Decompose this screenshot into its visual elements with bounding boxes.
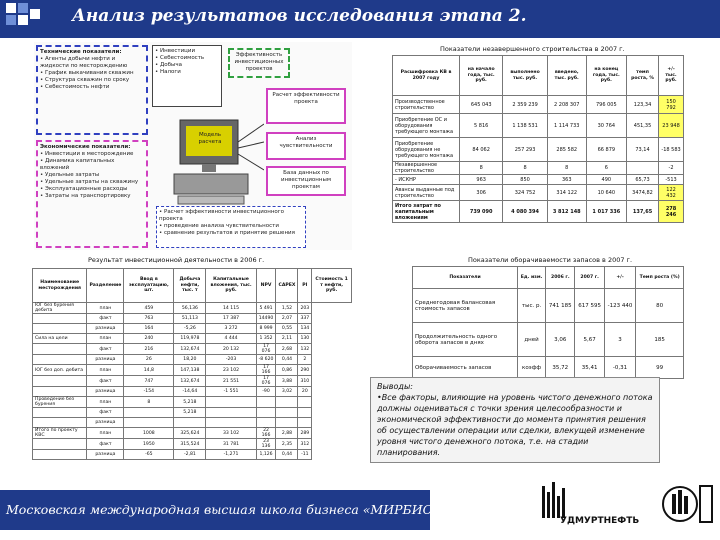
table-cell: план xyxy=(87,303,124,314)
computer-label: Модель расчета xyxy=(198,132,222,145)
th: Капитальные вложения, тыс. руб. xyxy=(206,269,256,303)
table-cell: 51,113 xyxy=(174,314,206,324)
table-cell: 8 999 xyxy=(256,324,276,334)
table-cell: 203 xyxy=(298,303,312,314)
th: CAPEX xyxy=(276,269,298,303)
table-row: Приобретение ОС и оборудования требующего монтажа 5 816 1 138 531 1 114 733 30 764 451,35 23 948 xyxy=(393,114,684,138)
table-row: - ИСКНР 963 850 363 490 65,73 -513 xyxy=(393,175,684,185)
inputs-box xyxy=(152,45,222,107)
table-cell: 21 551 xyxy=(206,376,256,387)
table-left-caption: Результат инвестиционной деятельности в 2006 г. xyxy=(88,256,265,264)
table-row xyxy=(33,428,352,439)
technical-title: Технические показатели: xyxy=(40,49,122,55)
economic-indicators-box xyxy=(36,140,148,248)
table-cell: 5,218 xyxy=(174,397,206,408)
economic-title: Экономические показатели: xyxy=(40,144,131,150)
efficiency-label: Эффективность инвестиционных проектов xyxy=(234,52,284,72)
table-cell: 8 xyxy=(124,397,174,408)
table-cell xyxy=(33,314,87,324)
table-cell: 119,978 xyxy=(174,334,206,344)
table-right-caption: Показатели оборачиваемости запасов в 2007 г. xyxy=(468,256,633,264)
table-cell: разница xyxy=(87,450,124,460)
table-cell: 17 076 xyxy=(256,376,276,387)
table-cell: 3,88 xyxy=(276,376,298,387)
table-cell: факт xyxy=(87,408,124,418)
table-cell: -154 xyxy=(124,387,174,397)
tech-item: • Агенты добычи нефти и жидкости по месторождению xyxy=(40,56,128,69)
table-cell xyxy=(276,418,298,428)
table-cell xyxy=(33,344,87,355)
table-cell: 132,674 xyxy=(174,376,206,387)
table-cell xyxy=(256,408,276,418)
table-cell: 31 781 xyxy=(206,439,256,450)
table-cell: 23 102 xyxy=(206,365,256,376)
table-cell xyxy=(33,418,87,428)
deco-square xyxy=(6,3,16,13)
table-cell xyxy=(298,408,312,418)
table-cell: план xyxy=(87,334,124,344)
table-cell: 26 xyxy=(124,355,174,365)
table-cell: 132,674 xyxy=(174,344,206,355)
table-cell: 2,11 xyxy=(276,334,298,344)
table-cell: 134 xyxy=(298,324,312,334)
table-cell: 0,55 xyxy=(276,324,298,334)
th: NPV xyxy=(256,269,276,303)
table-cell: -65 xyxy=(124,450,174,460)
table-row: Незавершенное строительство 8 8 8 6 -2 xyxy=(393,162,684,175)
table-cell xyxy=(33,355,87,365)
input-item: • Добыча xyxy=(155,62,183,68)
table-cell: 147,138 xyxy=(174,365,206,376)
table-cell: ЮГ без доп. дебита xyxy=(33,365,87,376)
efficiency-box xyxy=(228,48,290,78)
brand-name: УДМУРТНЕФТЬ xyxy=(560,516,640,526)
company-emblem-icon xyxy=(660,480,716,528)
construction-table xyxy=(392,55,684,223)
table-cell: 5 491 xyxy=(256,303,276,314)
table-cell: 2,07 xyxy=(276,314,298,324)
table-cell: 2 xyxy=(298,355,312,365)
table-cell: 459 xyxy=(124,303,174,314)
table-row xyxy=(33,314,352,324)
table-cell xyxy=(33,324,87,334)
table-cell: 337 xyxy=(298,314,312,324)
table-row: Производственное строительство 645 043 2 359 239 2 208 307 796 005 123,34 150 792 xyxy=(393,96,684,114)
econ-item: • Динамика капитальных вложений xyxy=(40,158,115,171)
conclusion-box xyxy=(370,377,660,463)
th: Стоимость 1 т нефти, руб. xyxy=(312,269,352,303)
table-cell: 14 115 xyxy=(206,303,256,314)
table-cell xyxy=(124,418,174,428)
table-cell xyxy=(33,376,87,387)
table-cell: 763 xyxy=(124,314,174,324)
table-cell xyxy=(206,397,256,408)
table-cell xyxy=(33,450,87,460)
table-cell: 1,126 xyxy=(256,450,276,460)
table-cell: -11 xyxy=(298,450,312,460)
th: +/- xyxy=(604,267,635,289)
deco-square xyxy=(18,15,28,25)
page-title: Анализ результатов исследования этапа 2. xyxy=(72,6,527,26)
econ-item: • Эксплуатационные расходы xyxy=(40,186,128,192)
table-cell xyxy=(256,397,276,408)
th: Разделение xyxy=(87,269,124,303)
tech-item: • График выкачивания скважин xyxy=(40,70,134,76)
table-cell: факт xyxy=(87,344,124,355)
decision-item: • проведение анализа чувствительности xyxy=(159,223,279,229)
sensitivity-label: Анализ чувствительности xyxy=(279,136,333,149)
table-cell: 56,136 xyxy=(174,303,206,314)
th: Ввод в эксплуатацию, шт. xyxy=(124,269,174,303)
table-row xyxy=(33,450,352,460)
tech-item: • Структура скважин по сроку xyxy=(40,77,130,83)
table-cell: 18,20 xyxy=(174,355,206,365)
th: Наименование месторождения xyxy=(33,269,87,303)
table-cell: -1,271 xyxy=(206,450,256,460)
table-cell xyxy=(298,397,312,408)
table-cell: 240 xyxy=(124,334,174,344)
table-cell: 1 352 xyxy=(256,334,276,344)
table-row xyxy=(33,324,352,334)
th: 2006 г. xyxy=(546,267,575,289)
table-cell: 1950 xyxy=(124,439,174,450)
table-row xyxy=(33,418,352,428)
table-row: Среднегодовая балансовая стоимость запасов тыс. р. 741 185 617 595 -123 440 80 xyxy=(413,289,684,323)
table-cell: 0,44 xyxy=(276,450,298,460)
th: темп роста, % xyxy=(626,56,658,96)
school-name: Московская международная высшая школа бизнеса «МИРБИС» xyxy=(6,502,440,517)
deco-square xyxy=(6,15,16,25)
table-cell: -14,64 xyxy=(174,387,206,397)
th: введено, тыс. руб. xyxy=(547,56,586,96)
table-row xyxy=(33,397,352,408)
table-cell: план xyxy=(87,428,124,439)
table-cell: 0,86 xyxy=(276,365,298,376)
table-cell: Итого по проекту КВС xyxy=(33,428,87,439)
table-top-caption: Показатели незавершенного строительства в 2007 г. xyxy=(440,45,625,53)
input-item: • Инвестиции xyxy=(155,48,196,54)
table-row: Итого затрат по капитальным вложениям 739 090 4 080 394 3 812 148 1 017 336 137,65 278 246 xyxy=(393,201,684,223)
calc-label: Расчет эффективности проекта xyxy=(272,92,340,105)
th: на начало года, тыс. руб. xyxy=(460,56,503,96)
table-cell: 2,68 xyxy=(276,344,298,355)
econ-item: • Удельные затраты xyxy=(40,172,100,178)
investment-table xyxy=(32,268,352,460)
table-cell: ЮГ без бурения дебита xyxy=(33,303,87,314)
table-cell xyxy=(276,397,298,408)
table-cell: 130 xyxy=(298,334,312,344)
table-cell: план xyxy=(87,365,124,376)
table-cell: 17 166 xyxy=(256,365,276,376)
table-cell: 20 xyxy=(298,387,312,397)
conclusion-text: •Все факторы, влияющие на уровень чистого денежного потока должны оцениваться с точки зрения целесообразности и экономической эффективности до момента принятия решения об осуществлении операции или сделки, влекущей изменение уровня чистого денежного потока, т.е. на стадии планирования. xyxy=(377,393,653,457)
table-row xyxy=(33,334,352,344)
table-cell: 0,44 xyxy=(276,355,298,365)
table-cell: 23 136 xyxy=(256,439,276,450)
table-cell: 310 xyxy=(298,376,312,387)
database-box xyxy=(266,166,346,196)
turnover-table xyxy=(412,266,684,379)
sensitivity-box xyxy=(266,132,346,160)
table-row xyxy=(33,408,352,418)
table-cell: 312 xyxy=(298,439,312,450)
table-cell xyxy=(33,439,87,450)
table-cell: -203 xyxy=(206,355,256,365)
table-row xyxy=(33,303,352,314)
econ-item: • Удельные затраты на скважину xyxy=(40,179,139,185)
calc-box xyxy=(266,88,346,124)
table-cell: 22 166 xyxy=(256,428,276,439)
table-row: Приобретение оборудования не требующего монтажа 84 062 257 293 285 582 66 879 73,14 -18 583 xyxy=(393,138,684,162)
table-cell: -8 620 xyxy=(256,355,276,365)
table-row: Авансы выданные под строительство 306 324 752 314 122 10 640 3474,82 122 432 xyxy=(393,185,684,201)
th: на конец года, тыс. руб. xyxy=(586,56,626,96)
table-cell: 325,624 xyxy=(174,428,206,439)
input-item: • Себестоимость xyxy=(155,55,205,61)
th: Ед. изм. xyxy=(518,267,546,289)
th: +/- тыс. руб. xyxy=(659,56,684,96)
table-row: Продолжительность одного оборота запасов в днях дней 3,06 5,67 3 185 xyxy=(413,323,684,357)
tech-item: • Себестоимость нефти xyxy=(40,84,110,90)
table-cell xyxy=(206,408,256,418)
technical-indicators-box xyxy=(36,45,148,135)
deco-square xyxy=(18,3,28,13)
th: Темп роста (%) xyxy=(636,267,684,289)
th: выполнено тыс. руб. xyxy=(503,56,547,96)
table-cell: факт xyxy=(87,439,124,450)
th: Расшифровка КВ в 2007 году xyxy=(393,56,460,96)
table-row xyxy=(33,439,352,450)
table-cell: факт xyxy=(87,376,124,387)
table-cell: 5,218 xyxy=(174,408,206,418)
table-cell: 164 xyxy=(124,324,174,334)
table-cell: -90 xyxy=(256,387,276,397)
computer-icon xyxy=(168,112,264,210)
table-cell: разница xyxy=(87,324,124,334)
table-cell: -5,26 xyxy=(174,324,206,334)
table-row xyxy=(33,365,352,376)
table-cell xyxy=(256,418,276,428)
table-cell: разница xyxy=(87,355,124,365)
table-row: Оборачиваемость запасов коэфф 35,72 35,41 -0,31 99 xyxy=(413,357,684,379)
table-cell: 4 444 xyxy=(206,334,256,344)
table-cell: -2,81 xyxy=(174,450,206,460)
table-cell: 3 272 xyxy=(206,324,256,334)
table-cell: 2,88 xyxy=(276,428,298,439)
table-cell: 1,52 xyxy=(276,303,298,314)
input-item: • Налоги xyxy=(155,69,181,75)
table-cell xyxy=(33,387,87,397)
th: 2007 г. xyxy=(575,267,604,289)
table-cell: 17 387 xyxy=(206,314,256,324)
table-cell xyxy=(124,408,174,418)
table-cell: 17 076 xyxy=(256,344,276,355)
decision-item: • сравнение результатов и принятие решения xyxy=(159,230,295,236)
table-cell: 14,8 xyxy=(124,365,174,376)
table-cell: 216 xyxy=(124,344,174,355)
table-cell: 315,524 xyxy=(174,439,206,450)
econ-item: • Инвестиции в месторождение xyxy=(40,151,134,157)
database-label: База данных по инвестиционным проектам xyxy=(281,170,331,190)
th: Показатели xyxy=(413,267,518,289)
conclusion-title: Выводы: xyxy=(377,382,413,391)
table-cell: 290 xyxy=(298,365,312,376)
table-cell: 3,02 xyxy=(276,387,298,397)
table-cell: 20 132 xyxy=(206,344,256,355)
th: PI xyxy=(298,269,312,303)
table-cell xyxy=(298,418,312,428)
table-cell: факт xyxy=(87,314,124,324)
table-row xyxy=(33,387,352,397)
table-cell xyxy=(33,408,87,418)
table-row xyxy=(33,344,352,355)
table-cell: -1 551 xyxy=(206,387,256,397)
table-cell: план xyxy=(87,397,124,408)
table-cell: 33 102 xyxy=(206,428,256,439)
decision-item: • Расчет эффективности инвестиционного проекта xyxy=(159,209,285,222)
table-cell xyxy=(174,418,206,428)
table-cell: 747 xyxy=(124,376,174,387)
table-cell: Проведение без бурения xyxy=(33,397,87,408)
table-cell: 289 xyxy=(298,428,312,439)
decision-box xyxy=(156,206,306,248)
table-cell: разница xyxy=(87,387,124,397)
th: Добыча нефти, тыс. т xyxy=(174,269,206,303)
table-row xyxy=(33,355,352,365)
econ-item: • Затраты на транспортировку xyxy=(40,193,131,199)
table-cell xyxy=(206,418,256,428)
table-cell: 14490 xyxy=(256,314,276,324)
table-cell: 132 xyxy=(298,344,312,355)
table-cell: 1008 xyxy=(124,428,174,439)
table-cell: Сила на цели xyxy=(33,334,87,344)
deco-square xyxy=(30,9,40,19)
table-cell: разница xyxy=(87,418,124,428)
table-cell: 2,35 xyxy=(276,439,298,450)
table-row xyxy=(33,376,352,387)
table-cell xyxy=(276,408,298,418)
